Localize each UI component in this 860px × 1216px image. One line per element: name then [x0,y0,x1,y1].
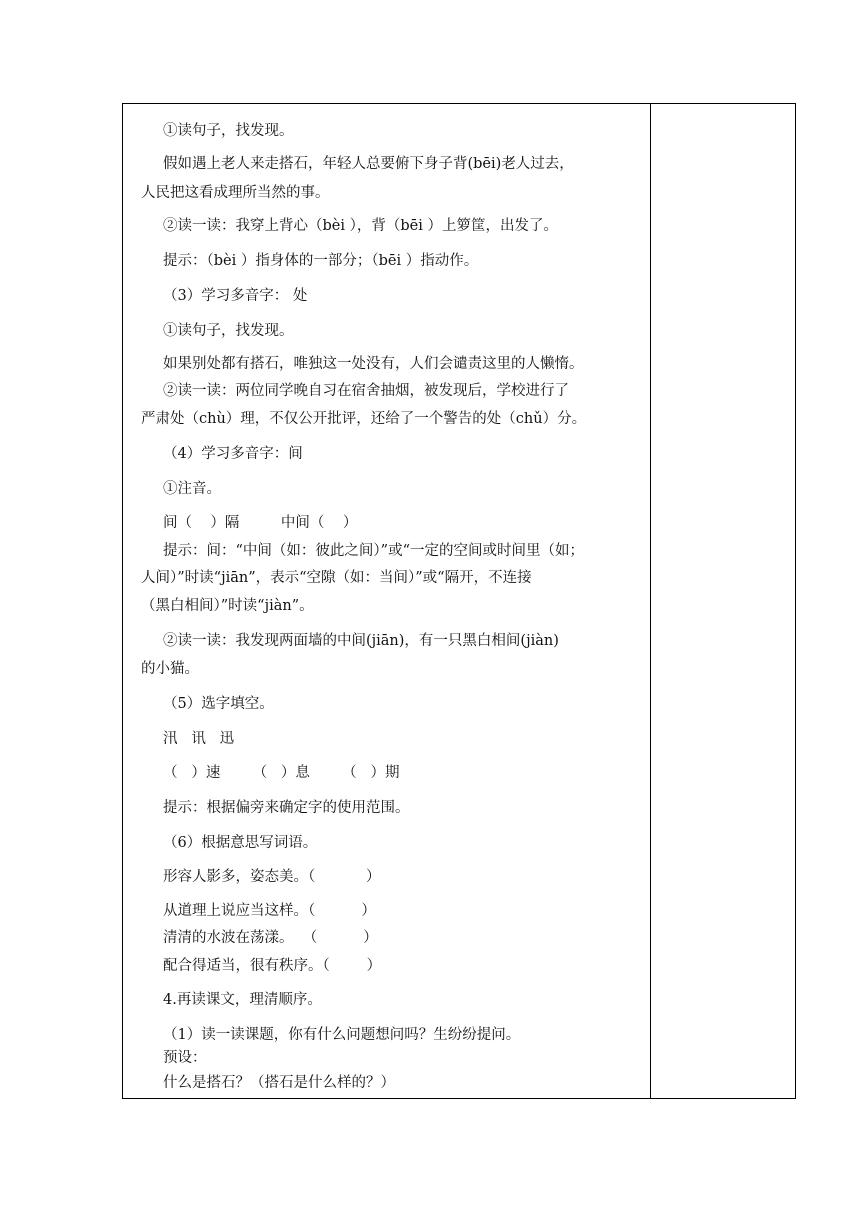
line-19: （5）选字填空。 [163,696,274,712]
line-30: 预设： [163,1050,207,1066]
line-26: 清清的水波在荡漾。 （ ） [163,930,378,946]
line-20: 汛 讯 迅 [163,731,235,747]
line-01: ①读句子，找发现。 [163,123,294,139]
line-25: 从道理上说应当这样。（ ） [163,903,376,919]
line-09: ②读一读：两位同学晚自习在宿舍抽烟，被发现后，学校进行了 [163,383,569,399]
line-06: （3）学习多音字： 处 [163,288,308,304]
line-04: ②读一读：我穿上背心（bèi ），背（bēi ）上箩筐，出发了。 [163,218,558,234]
line-17: ②读一读：我发现两面墙的中间(jiān)，有一只黑白相间(jiàn) [163,633,559,649]
line-12: ①注音。 [163,481,221,497]
lesson-content-cell [123,104,650,1098]
line-02: 假如遇上老人来走搭石，年轻人总要俯下身子背(bēi)老人过去， [163,156,574,172]
line-11: （4）学习多音字：间 [163,446,303,462]
line-22: 提示：根据偏旁来确定字的使用范围。 [163,800,410,816]
line-14: 提示：间：“中间（如：彼此之间）”或“一定的空间或时间里（如； [163,543,584,559]
line-29: （1）读一读课题，你有什么问题想问吗？生纷纷提问。 [163,1027,521,1043]
line-23: （6）根据意思写词语。 [163,835,318,851]
line-21: （ ）速 （ ）息 （ ）期 [163,765,400,781]
line-08: 如果别处都有搭石，唯独这一处没有，人们会谴责这里的人懒惰。 [163,356,584,372]
lesson-table [122,103,796,1099]
line-24: 形容人影多，姿态美。（ ） [163,869,381,885]
line-18: 的小猫。 [141,661,199,677]
line-07: ①读句子，找发现。 [163,323,294,339]
line-28: 4.再读课文，理清顺序。 [163,992,322,1008]
line-27: 配合得适当，很有秩序。（ ） [163,958,382,974]
line-10: 严肃处（chù）理，不仅公开批评，还给了一个警告的处（chǔ）分。 [141,411,587,427]
column-divider [650,104,651,1098]
line-15: 人间）”时读“jiān”，表示“空隙（如：当间）”或“隔开，不连接 [141,570,532,586]
line-13: 间（ ）隔 中间（ ） [163,515,358,531]
line-16: （黑白相间）”时读“jiàn”。 [141,598,314,614]
line-03: 人民把这看成理所当然的事。 [141,185,330,201]
line-31: 什么是搭石？（搭石是什么样的？） [163,1075,395,1091]
line-05: 提示：（bèi ）指身体的一部分；（bēi ）指动作。 [163,253,479,269]
